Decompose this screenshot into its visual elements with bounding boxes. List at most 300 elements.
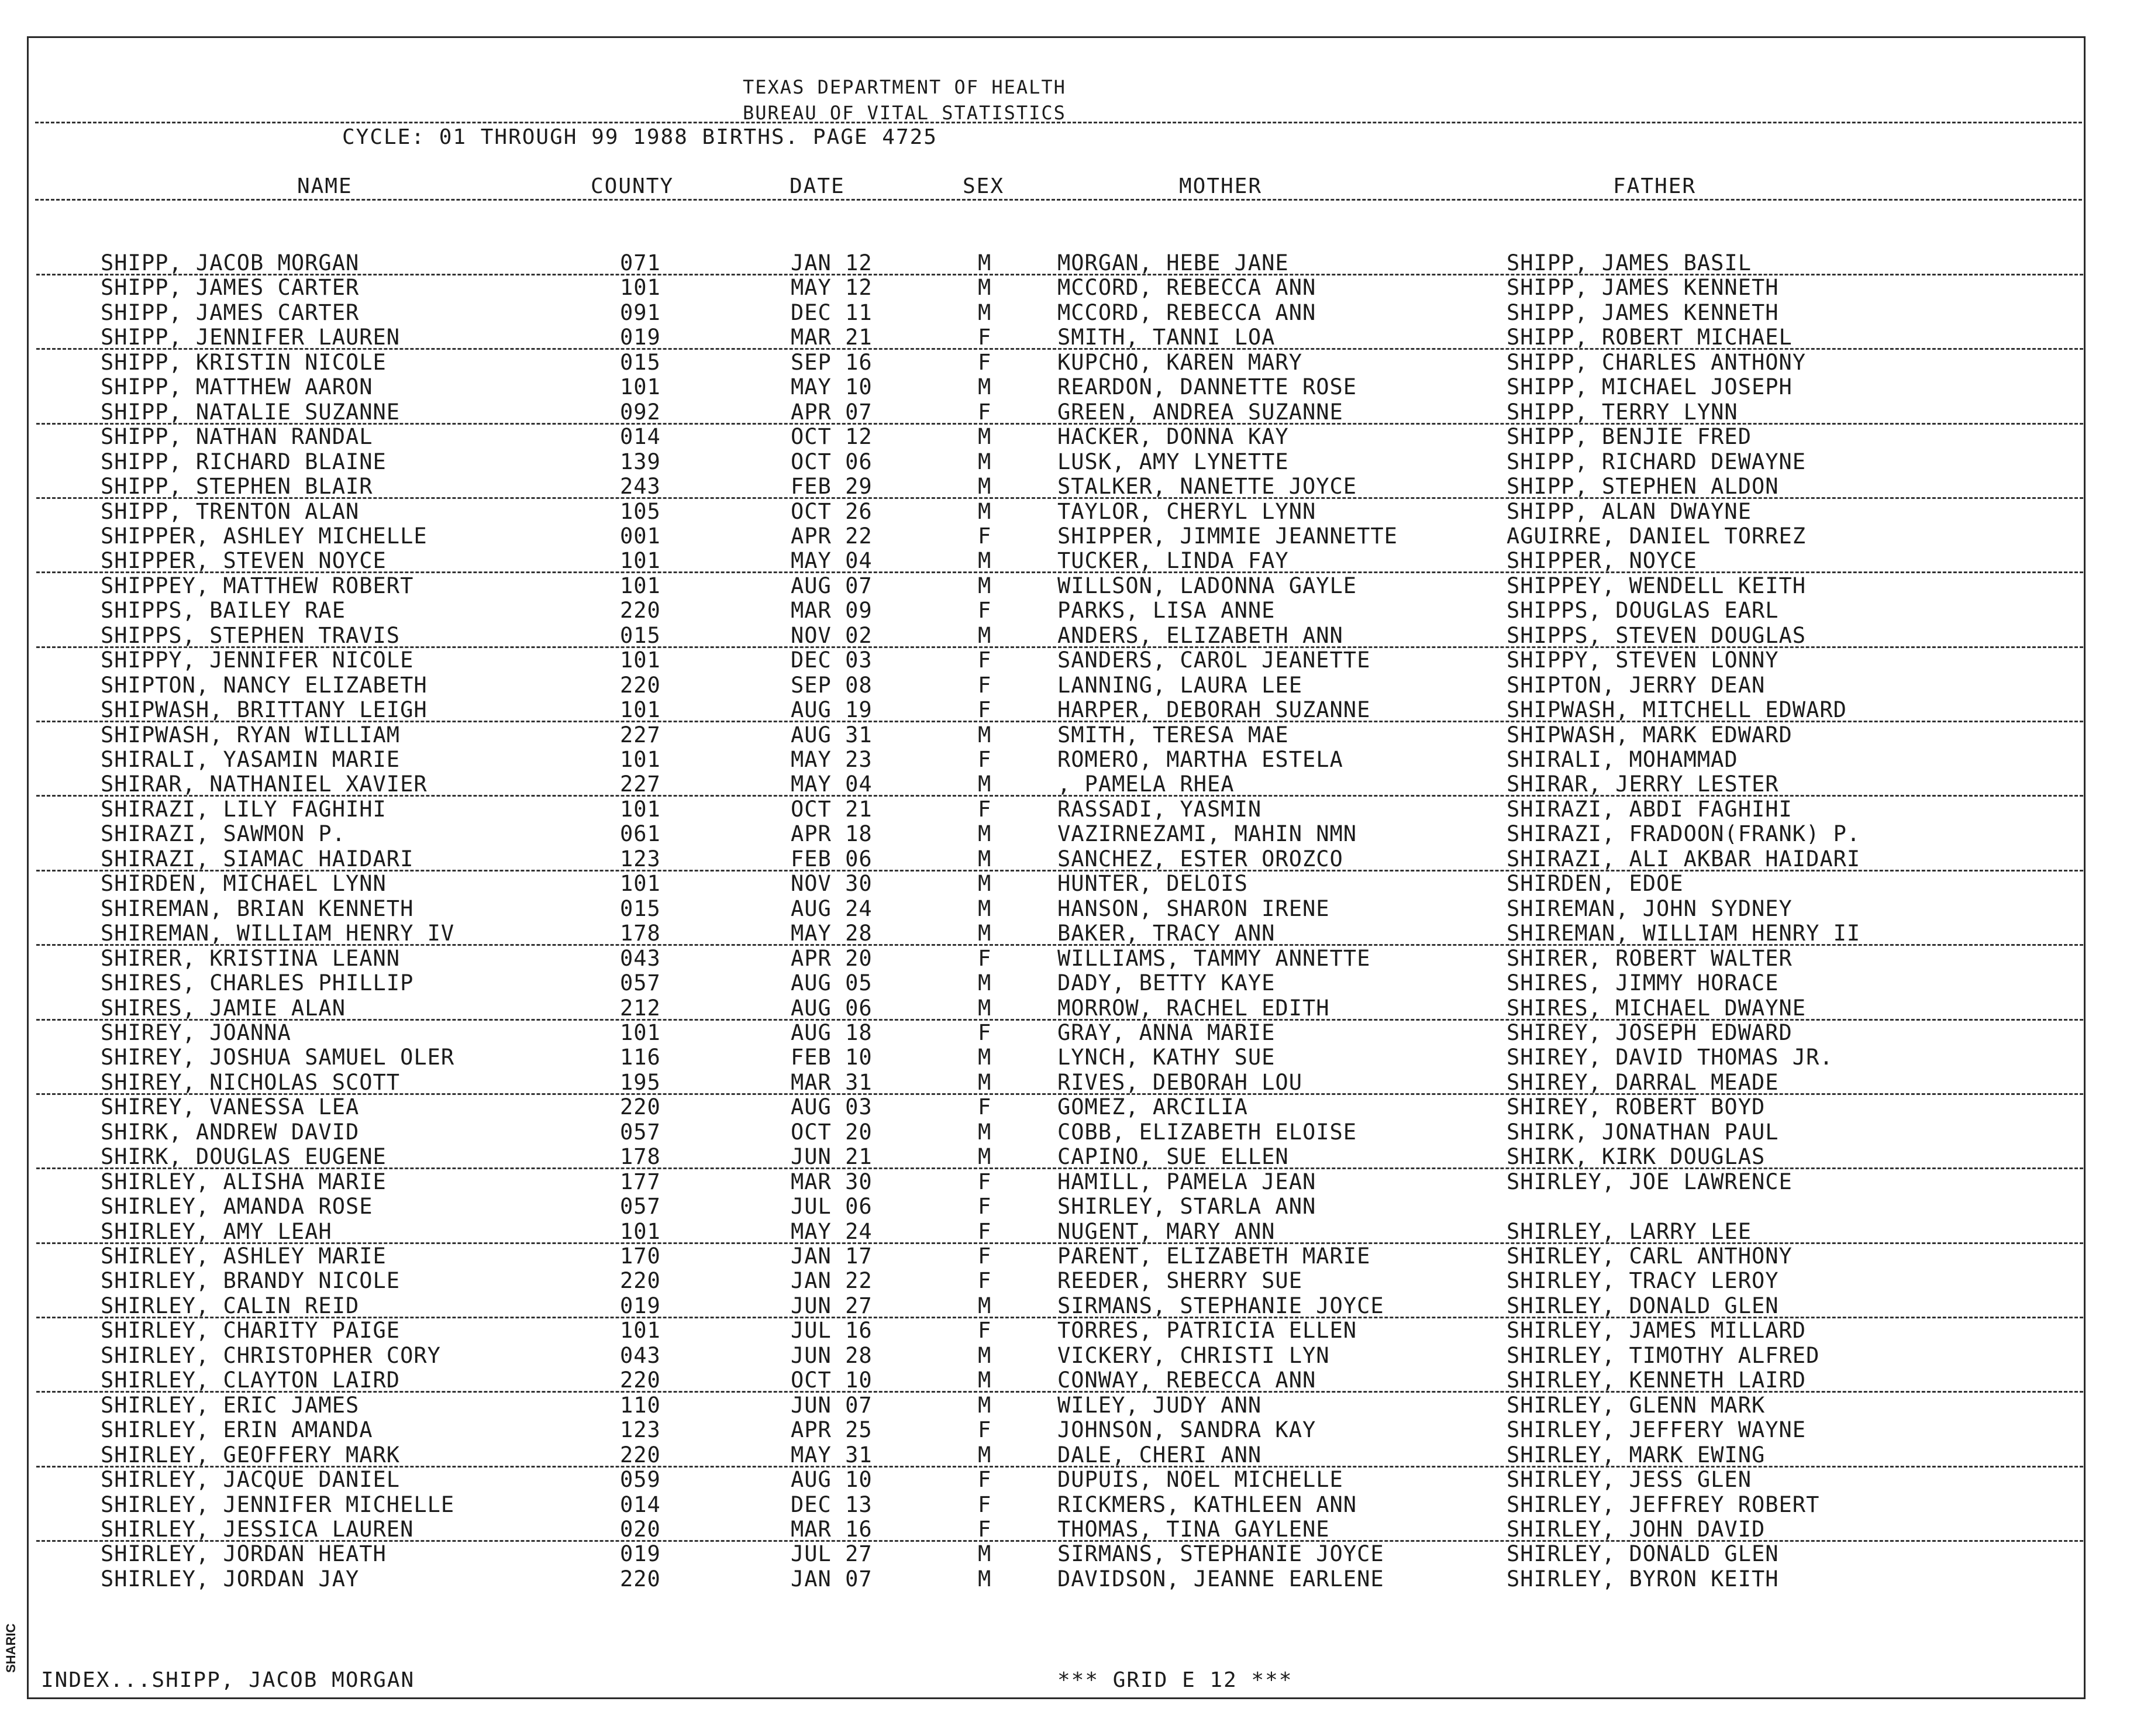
record-sex: F [978,1194,992,1220]
record-county: 105 [620,498,661,524]
record-name: SHIRLEY, JORDAN HEATH [101,1541,387,1567]
record-name: SHIREY, NICHOLAS SCOTT [101,1069,401,1095]
record-name: SHIRLEY, JENNIFER MICHELLE [101,1492,455,1517]
record-sex: M [978,1045,992,1070]
record-sex: F [978,1169,992,1194]
record-county: 220 [620,1268,661,1294]
record-sex: M [978,1368,992,1393]
record-sex: F [978,1019,992,1045]
record-row [0,846,2137,871]
record-county: 195 [620,1069,661,1095]
record-row [0,1293,2137,1318]
record-father: SHIPP, BENJIE FRED [1507,424,1752,450]
record-name: SHIPP, KRISTIN NICOLE [101,349,387,375]
header-title-line1: TEXAS DEPARTMENT OF HEALTH [743,76,1066,98]
record-father: SHIRER, ROBERT WALTER [1507,945,1793,971]
record-father: SHIPPS, DOUGLAS EARL [1507,598,1779,624]
record-county: 101 [620,796,661,822]
record-mother: DAVIDSON, JEANNE EARLENE [1057,1566,1384,1592]
record-county: 243 [620,474,661,500]
record-mother: VAZIRNEZAMI, MAHIN NMN [1057,821,1357,847]
record-row [0,1343,2137,1368]
record-date: MAR 09 [791,598,873,624]
record-father: SHIPP, CHARLES ANTHONY [1507,349,1807,375]
record-sex: M [978,275,992,301]
record-county: 091 [620,299,661,325]
record-county: 101 [620,573,661,598]
record-mother: TUCKER, LINDA FAY [1057,548,1289,574]
record-county: 101 [620,374,661,400]
record-row [0,1517,2137,1541]
record-county: 123 [620,846,661,872]
column-header-sex: SEX [963,174,1005,198]
record-date: MAY 12 [791,275,873,301]
record-father: SHIPWASH, MARK EDWARD [1507,722,1793,748]
record-mother: RIVES, DEBORAH LOU [1057,1069,1302,1095]
record-row [0,1467,2137,1492]
record-date: FEB 10 [791,1045,873,1070]
record-mother: LANNING, LAURA LEE [1057,672,1302,698]
record-row [0,1417,2137,1442]
record-date: MAY 04 [791,771,873,797]
record-name: SHIRLEY, BRANDY NICOLE [101,1268,401,1294]
record-county: 019 [620,1541,661,1567]
record-sex: M [978,299,992,325]
record-father: SHIPP, ALAN DWAYNE [1507,498,1752,524]
record-date: OCT 20 [791,1119,873,1145]
record-father: SHIPP, JAMES BASIL [1507,250,1752,275]
record-name: SHIPP, RICHARD BLAINE [101,449,387,474]
record-father: SHIRLEY, JAMES MILLARD [1507,1318,1807,1344]
record-county: 101 [620,871,661,897]
record-sex: F [978,1492,992,1517]
record-mother: REARDON, DANNETTE ROSE [1057,374,1357,400]
record-name: SHIPWASH, BRITTANY LEIGH [101,697,428,723]
record-date: AUG 31 [791,722,873,748]
record-row [0,1566,2137,1591]
record-row [0,821,2137,846]
column-header-father: FATHER [1613,174,1697,198]
record-father: SHIPP, STEPHEN ALDON [1507,474,1779,500]
record-row [0,598,2137,622]
record-date: MAY 28 [791,921,873,946]
record-father: SHIRLEY, MARK EWING [1507,1442,1766,1468]
record-row [0,573,2137,598]
header-title-line2: BUREAU OF VITAL STATISTICS [743,102,1066,124]
record-father: SHIRLEY, DONALD GLEN [1507,1293,1779,1318]
record-county: 139 [620,449,661,474]
record-row [0,1244,2137,1268]
record-mother: COBB, ELIZABETH ELOISE [1057,1119,1357,1145]
record-sex: M [978,821,992,847]
record-father: SHIRALI, MOHAMMAD [1507,747,1738,772]
record-row [0,871,2137,895]
record-name: SHIRLEY, AMY LEAH [101,1218,332,1244]
record-row [0,946,2137,970]
record-father: SHIRK, KIRK DOUGLAS [1507,1144,1766,1170]
record-date: OCT 12 [791,424,873,450]
record-father: SHIRLEY, KENNETH LAIRD [1507,1368,1807,1393]
record-mother: RICKMERS, KATHLEEN ANN [1057,1492,1357,1517]
record-sex: F [978,598,992,624]
record-father: SHIREY, DARRAL MEADE [1507,1069,1779,1095]
record-row [0,797,2137,821]
record-father: SHIPPER, NOYCE [1507,548,1697,574]
record-date: NOV 02 [791,622,873,648]
record-sex: F [978,1516,992,1542]
record-row [0,474,2137,498]
record-father: SHIRES, MICHAEL DWAYNE [1507,995,1807,1021]
record-row [0,374,2137,399]
record-father: SHIPP, TERRY LYNN [1507,399,1738,425]
record-row [0,697,2137,722]
record-name: SHIREMAN, WILLIAM HENRY IV [101,921,455,946]
record-sex: M [978,498,992,524]
record-row [0,1194,2137,1218]
record-date: AUG 19 [791,697,873,723]
record-row [0,921,2137,945]
record-name: SHIPP, MATTHEW AARON [101,374,373,400]
record-name: SHIRES, CHARLES PHILLIP [101,970,414,996]
record-sex: F [978,796,992,822]
record-date: APR 22 [791,523,873,549]
header-cycle-line: CYCLE: 01 THROUGH 99 1988 BIRTHS. PAGE 4725 [342,125,937,149]
record-county: 212 [620,995,661,1021]
record-name: SHIRK, DOUGLAS EUGENE [101,1144,387,1170]
record-row [0,325,2137,349]
record-date: JUL 16 [791,1318,873,1344]
record-name: SHIREY, VANESSA LEA [101,1094,360,1120]
record-sex: M [978,771,992,797]
record-county: 123 [620,1417,661,1443]
record-date: JUL 27 [791,1541,873,1567]
record-father: SHIRLEY, TIMOTHY ALFRED [1507,1342,1820,1368]
record-father: SHIRLEY, GLENN MARK [1507,1392,1766,1418]
record-father: SHIRLEY, LARRY LEE [1507,1218,1752,1244]
record-mother: RASSADI, YASMIN [1057,796,1262,822]
record-sex: M [978,1442,992,1468]
record-mother: MCCORD, REBECCA ANN [1057,275,1316,301]
record-name: SHIPP, NATALIE SUZANNE [101,399,401,425]
record-date: MAY 10 [791,374,873,400]
record-mother: DUPUIS, NOEL MICHELLE [1057,1467,1343,1493]
record-name: SHIRER, KRISTINA LEANN [101,945,401,971]
record-county: 220 [620,1442,661,1468]
record-county: 178 [620,921,661,946]
record-row [0,1268,2137,1293]
record-sex: M [978,374,992,400]
record-county: 101 [620,548,661,574]
record-name: SHIRLEY, CALIN REID [101,1293,360,1318]
record-sex: M [978,722,992,748]
record-father: SHIPP, ROBERT MICHAEL [1507,325,1793,350]
record-sex: M [978,573,992,598]
record-father: SHIREMAN, JOHN SYDNEY [1507,895,1793,921]
record-mother: GRAY, ANNA MARIE [1057,1019,1276,1045]
record-row [0,1070,2137,1094]
record-row [0,970,2137,995]
column-header-name: NAME [297,174,353,198]
record-row [0,647,2137,672]
record-sex: M [978,1069,992,1095]
record-sex: M [978,424,992,450]
record-sex: F [978,1218,992,1244]
header-rule-top [35,122,2082,123]
record-mother: WILEY, JUDY ANN [1057,1392,1262,1418]
footer-index-text: INDEX...SHIPP, JACOB MORGAN [41,1668,415,1692]
record-father: SHIRLEY, DONALD GLEN [1507,1541,1779,1567]
record-row [0,1144,2137,1169]
record-row [0,996,2137,1020]
record-father: SHIRAR, JERRY LESTER [1507,771,1779,797]
record-row [0,399,2137,424]
record-county: 015 [620,895,661,921]
record-county: 057 [620,970,661,996]
record-row [0,300,2137,325]
record-mother: JOHNSON, SANDRA KAY [1057,1417,1316,1443]
record-name: SHIRDEN, MICHAEL LYNN [101,871,387,897]
record-row [0,1120,2137,1144]
record-county: 057 [620,1119,661,1145]
record-date: APR 18 [791,821,873,847]
record-row [0,449,2137,474]
column-header-date: DATE [790,174,845,198]
record-name: SHIPP, JAMES CARTER [101,299,360,325]
record-sex: F [978,399,992,425]
record-date: MAY 23 [791,747,873,772]
record-name: SHIRLEY, ALISHA MARIE [101,1169,387,1194]
record-date: APR 07 [791,399,873,425]
record-father: SHIRLEY, JESS GLEN [1507,1467,1752,1493]
record-mother: SIRMANS, STEPHANIE JOYCE [1057,1293,1384,1318]
record-sex: F [978,349,992,375]
record-county: 092 [620,399,661,425]
record-father: SHIREY, DAVID THOMAS JR. [1507,1045,1833,1070]
record-sex: F [978,672,992,698]
record-name: SHIRLEY, ASHLEY MARIE [101,1244,387,1269]
record-mother: HARPER, DEBORAH SUZANNE [1057,697,1371,723]
record-name: SHIPWASH, RYAN WILLIAM [101,722,401,748]
record-county: 101 [620,697,661,723]
record-county: 101 [620,1318,661,1344]
record-mother: ANDERS, ELIZABETH ANN [1057,622,1343,648]
footer-grid-text: *** GRID E 12 *** [1057,1668,1293,1692]
record-row [0,499,2137,523]
record-father: SHIRES, JIMMY HORACE [1507,970,1779,996]
record-sex: F [978,523,992,549]
record-date: JUN 28 [791,1342,873,1368]
record-name: SHIREY, JOSHUA SAMUEL OLER [101,1045,455,1070]
record-mother: VICKERY, CHRISTI LYN [1057,1342,1330,1368]
record-name: SHIRLEY, CHRISTOPHER CORY [101,1342,441,1368]
record-row [0,1020,2137,1045]
record-mother: GREEN, ANDREA SUZANNE [1057,399,1343,425]
record-name: SHIPPS, STEPHEN TRAVIS [101,622,401,648]
record-name: SHIRLEY, ERIN AMANDA [101,1417,373,1443]
record-name: SHIRALI, YASAMIN MARIE [101,747,401,772]
record-mother: SHIPPER, JIMMIE JEANNETTE [1057,523,1398,549]
record-row [0,523,2137,548]
record-date: DEC 13 [791,1492,873,1517]
record-date: AUG 05 [791,970,873,996]
record-county: 019 [620,1293,661,1318]
record-row [0,1318,2137,1342]
record-mother: WILLIAMS, TAMMY ANNETTE [1057,945,1371,971]
record-date: OCT 06 [791,449,873,474]
record-mother: SMITH, TERESA MAE [1057,722,1289,748]
record-name: SHIPP, TRENTON ALAN [101,498,360,524]
record-sex: M [978,921,992,946]
record-county: 015 [620,622,661,648]
record-mother: STALKER, NANETTE JOYCE [1057,474,1357,500]
record-mother: NUGENT, MARY ANN [1057,1218,1276,1244]
record-father: SHIRLEY, JEFFERY WAYNE [1507,1417,1807,1443]
record-sex: M [978,871,992,897]
record-father: SHIRLEY, JEFFREY ROBERT [1507,1492,1820,1517]
record-date: AUG 24 [791,895,873,921]
record-date: JUN 07 [791,1392,873,1418]
record-date: DEC 03 [791,647,873,673]
record-father: AGUIRRE, DANIEL TORREZ [1507,523,1807,549]
record-row [0,747,2137,771]
record-county: 110 [620,1392,661,1418]
record-mother: MCCORD, REBECCA ANN [1057,299,1316,325]
record-row [0,275,2137,299]
record-date: MAR 16 [791,1516,873,1542]
record-mother: DALE, CHERI ANN [1057,1442,1262,1468]
record-county: 220 [620,672,661,698]
record-father: SHIPP, JAMES KENNETH [1507,299,1779,325]
record-county: 178 [620,1144,661,1170]
record-county: 014 [620,1492,661,1517]
record-sex: F [978,1318,992,1344]
record-name: SHIRK, ANDREW DAVID [101,1119,360,1145]
record-mother: ROMERO, MARTHA ESTELA [1057,747,1343,772]
record-mother: MORROW, RACHEL EDITH [1057,995,1330,1021]
record-father: SHIRLEY, CARL ANTHONY [1507,1244,1793,1269]
record-father: SHIRAZI, ABDI FAGHIHI [1507,796,1793,822]
record-name: SHIRLEY, CHARITY PAIGE [101,1318,401,1344]
record-mother: LYNCH, KATHY SUE [1057,1045,1276,1070]
record-mother: TAYLOR, CHERYL LYNN [1057,498,1316,524]
record-mother: SMITH, TANNI LOA [1057,325,1276,350]
record-sex: M [978,1392,992,1418]
record-county: 071 [620,250,661,275]
record-mother: WILLSON, LADONNA GAYLE [1057,573,1357,598]
record-county: 101 [620,1218,661,1244]
record-name: SHIPPER, ASHLEY MICHELLE [101,523,428,549]
record-row [0,896,2137,921]
record-date: JUN 21 [791,1144,873,1170]
record-row [0,350,2137,374]
record-father: SHIPP, RICHARD DEWAYNE [1507,449,1807,474]
record-county: 014 [620,424,661,450]
record-mother: LUSK, AMY LYNETTE [1057,449,1289,474]
record-date: JAN 07 [791,1566,873,1592]
record-date: SEP 16 [791,349,873,375]
record-row [0,548,2137,573]
record-row [0,250,2137,275]
record-date: FEB 06 [791,846,873,872]
record-mother: BAKER, TRACY ANN [1057,921,1276,946]
record-county: 015 [620,349,661,375]
record-sex: F [978,1417,992,1443]
record-father: SHIPPS, STEVEN DOUGLAS [1507,622,1807,648]
record-row [0,1368,2137,1392]
record-mother: THOMAS, TINA GAYLENE [1057,1516,1330,1542]
record-father: SHIRLEY, BYRON KEITH [1507,1566,1779,1592]
record-mother: , PAMELA RHEA [1057,771,1235,797]
record-sex: M [978,995,992,1021]
record-sex: M [978,1119,992,1145]
record-mother: HACKER, DONNA KAY [1057,424,1289,450]
record-mother: HAMILL, PAMELA JEAN [1057,1169,1316,1194]
record-mother: GOMEZ, ARCILIA [1057,1094,1248,1120]
record-mother: SIRMANS, STEPHANIE JOYCE [1057,1541,1384,1567]
record-mother: HUNTER, DELOIS [1057,871,1248,897]
record-sex: F [978,1244,992,1269]
record-sex: F [978,697,992,723]
record-father: SHIRAZI, ALI AKBAR HAIDARI [1507,846,1861,872]
record-date: DEC 11 [791,299,873,325]
record-row [0,771,2137,796]
record-county: 043 [620,945,661,971]
record-father: SHIPP, JAMES KENNETH [1507,275,1779,301]
record-father: SHIREY, JOSEPH EDWARD [1507,1019,1793,1045]
record-sex: M [978,474,992,500]
record-name: SHIRLEY, JACQUE DANIEL [101,1467,401,1493]
record-sex: M [978,1293,992,1318]
header-rule-bottom [35,199,2082,201]
record-name: SHIRAZI, SIAMAC HAIDARI [101,846,414,872]
record-father: SHIRAZI, FRADOON(FRANK) P. [1507,821,1861,847]
record-date: JUN 27 [791,1293,873,1318]
record-mother: SHIRLEY, STARLA ANN [1057,1194,1316,1220]
record-mother: CAPINO, SUE ELLEN [1057,1144,1289,1170]
record-father: SHIPTON, JERRY DEAN [1507,672,1766,698]
record-date: MAY 24 [791,1218,873,1244]
record-county: 220 [620,598,661,624]
record-county: 220 [620,1368,661,1393]
record-mother: HANSON, SHARON IRENE [1057,895,1330,921]
record-county: 220 [620,1094,661,1120]
record-row [0,1169,2137,1194]
record-father: SHIRDEN, EDOE [1507,871,1684,897]
column-header-mother: MOTHER [1179,174,1263,198]
record-sex: F [978,647,992,673]
column-header-county: COUNTY [591,174,674,198]
record-county: 177 [620,1169,661,1194]
record-name: SHIRLEY, JESSICA LAUREN [101,1516,414,1542]
record-date: NOV 30 [791,871,873,897]
record-date: JAN 17 [791,1244,873,1269]
record-mother: SANCHEZ, ESTER OROZCO [1057,846,1343,872]
record-mother: DADY, BETTY KAYE [1057,970,1276,996]
side-stamp-label: SHARIC [4,1623,18,1673]
record-mother: REEDER, SHERRY SUE [1057,1268,1302,1294]
record-sex: M [978,1144,992,1170]
record-sex: M [978,548,992,574]
record-father: SHIPPY, STEVEN LONNY [1507,647,1779,673]
record-mother: CONWAY, REBECCA ANN [1057,1368,1316,1393]
record-row [0,722,2137,747]
record-sex: M [978,1541,992,1567]
record-mother: SANDERS, CAROL JEANETTE [1057,647,1371,673]
record-county: 043 [620,1342,661,1368]
record-name: SHIRLEY, AMANDA ROSE [101,1194,373,1220]
record-sex: F [978,1467,992,1493]
record-father: SHIRK, JONATHAN PAUL [1507,1119,1779,1145]
